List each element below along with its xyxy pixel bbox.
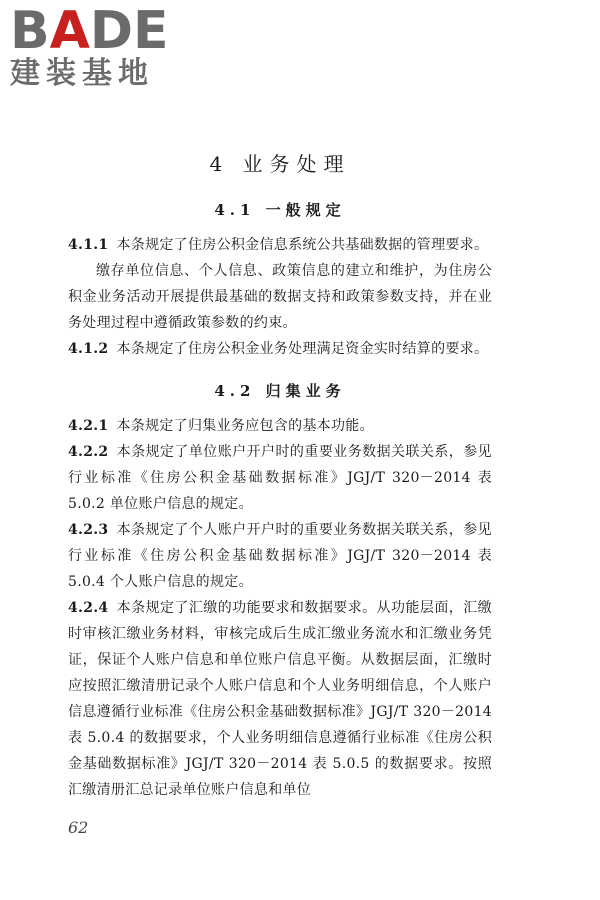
page-number: 62 [68, 818, 89, 837]
clause-number: 4.2.3 [68, 522, 109, 538]
clause-number: 4.2.1 [68, 418, 109, 434]
clause-4-1-1 [68, 232, 492, 258]
clause-number: 4.2.2 [68, 444, 109, 460]
clause-4-2-3 [68, 517, 492, 595]
clause-4-2-2 [68, 439, 492, 517]
logo-text-en: BADE [10, 1, 169, 61]
bade-logo [10, 1, 180, 91]
logo-text-cn: 建装基地 [10, 56, 154, 91]
section-title-4-1: 4.1 一般规定 [214, 201, 346, 219]
clause-number: 4.1.2 [68, 341, 109, 357]
section-title-4-2: 4.2 归集业务 [214, 382, 346, 400]
clause-text: 本条规定了归集业务应包含的基本功能。 [116, 418, 374, 434]
clause-text: 缴存单位信息、个人信息、政策信息的建立和维护，为住房公积金业务活动开展提供最基础的数据支持和政策参数支持，并在业务处理过程中遵循政策参数的约束。 [68, 263, 492, 331]
clause-number: 4.2.4 [68, 600, 109, 616]
clause-text: 本条规定了住房公积金业务处理满足资金实时结算的要求。 [116, 341, 489, 357]
clause-number: 4.1.1 [68, 237, 109, 253]
clause-4-1-1-explanation [68, 258, 492, 336]
clause-4-2-4 [68, 595, 492, 803]
chapter-title [68, 148, 492, 177]
clause-text: 本条规定了单位账户开户时的重要业务数据关联关系，参见行业标准《住房公积金基础数据标准》JGJ/T 320－2014 表 5.0.2 单位账户信息的规定。 [68, 444, 492, 512]
chapter-title-text: 业务处理 [242, 152, 351, 176]
clause-text: 本条规定了汇缴的功能要求和数据要求。从功能层面，汇缴时审核汇缴业务材料，审核完成后生成汇缴业务流水和汇缴业务凭证，保证个人账户信息和单位账户信息平衡。从数据层面，汇缴时应按照汇缴清册记录个人账户信息和个人业务明细信息，个人账户信息遵循行业标准《住房公积金基础数据标准》JGJ/T 320－2014 表 5.0.4 的数据要求，个人业务明细信息遵循行业标准《住房公积金基础数据标准》JGJ/T 320－2014 表 5.0.5 的数据要求。按照汇缴清册汇总记录单位账户信息和单位 [68, 600, 492, 798]
page-content [68, 148, 492, 803]
clause-4-2-1 [68, 413, 492, 439]
chapter-number: 4 [209, 152, 230, 176]
clause-4-1-2 [68, 336, 492, 362]
clause-text: 本条规定了个人账户开户时的重要业务数据关联关系，参见行业标准《住房公积金基础数据标准》JGJ/T 320－2014 表 5.0.4 个人账户信息的规定。 [68, 522, 492, 590]
clause-text: 本条规定了住房公积金信息系统公共基础数据的管理要求。 [116, 237, 489, 253]
